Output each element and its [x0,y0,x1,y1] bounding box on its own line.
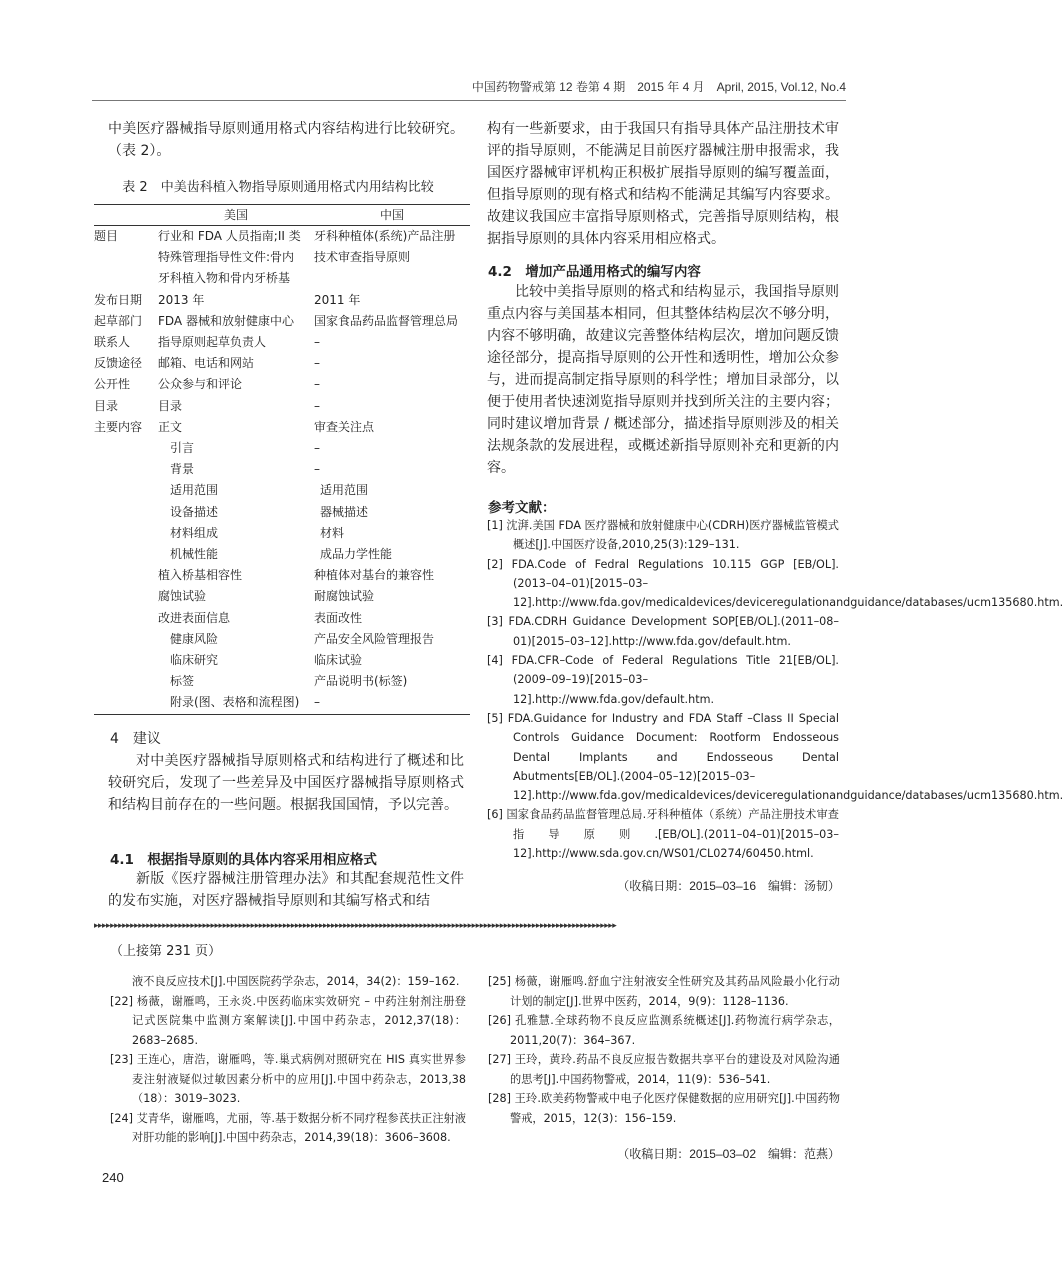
table-cell: FDA 器械和放射健康中心 [158,313,294,328]
page-number: 240 [102,1170,124,1185]
continued-note: （上接第 231 页） [110,944,222,959]
table-cell: 2011 年 [314,292,361,307]
table-cell [94,544,158,565]
table-cell: 临床试验 [314,653,363,668]
table-cell: 背景 [170,462,195,477]
table-cell [94,268,158,289]
table-cell: – [314,377,320,392]
running-header: 中国药物警戒第 12 卷第 4 期 2015 年 4 月 April, 2015, Vol.12, No.4 [471,80,846,94]
table-cell [94,565,158,586]
table-cell: 种植体对基台的兼容性 [314,568,435,583]
table-row [94,544,470,565]
table-row [94,226,470,248]
table-cell: 技术审查指导原则 [314,250,411,265]
table-cell: – [314,441,320,456]
table-row [94,311,470,332]
table-cell: 公众参与和评论 [158,377,243,392]
table-row [94,586,470,607]
table-cell: 材料 [320,525,345,540]
table-row [94,523,470,544]
table-cell: 适用范围 [320,483,369,498]
table-cell: 设备描述 [170,504,219,519]
reference-item: [23] 王连心，唐浩，谢雁鸣，等.巢式病例对照研究在 HIS 真实世界参麦注射液疑似过敏因素分析中的应用[J].中国中药杂志，2013,38（18）：3019–3023. [110,1053,466,1105]
table-row [94,438,470,459]
table-cell: 引言 [170,441,195,456]
intro-paragraph: 中美医疗器械指导原则通用格式内容结构进行比较研究。（表 2）。 [108,121,464,159]
reference-item: [22] 杨薇，谢雁鸣，王永炎.中医药临床实效研究 – 中药注射剂注册登记式医院集中监测方案解读[J].中国中药杂志，2012,37(18)：2683–2685. [110,994,466,1047]
table-cell: 特殊管理指导性文件:骨内 [158,250,295,265]
table-row [94,608,470,629]
table-row [94,671,470,692]
table-title: 表 2 中美齿科植入物指导原则通用格式内用结构比较 [122,180,434,195]
references-title: 参考文献： [488,500,556,516]
table-cell: 机械性能 [170,547,219,562]
table-cell: 指导原则起草负责人 [158,335,267,350]
reference-item: [25] 杨薇，谢雁鸣.舒血宁注射液安全性研究及其药品风险最小化行动计划的制定[J].世界中医药，2014，9(9)：1128–1136. [488,975,840,1008]
section-4-title: 4 建议 [110,731,161,747]
table-cell [94,692,158,714]
table-row [94,332,470,353]
table-cell: 目录 [94,398,119,413]
table-cell: – [314,398,320,413]
table-row [94,268,470,289]
table-cell: 牙科种植体(系统)产品注册 [314,229,456,243]
table-cell: 健康风险 [170,631,219,646]
table-cell: 反馈途径 [94,356,143,371]
reference-item: [26] 孔雅慧.全球药物不良反应监测系统概述[J].药物流行病学杂志，2011,20(7)：364–367. [488,1014,840,1047]
bottom-left-references [110,972,466,1148]
table-row [94,650,470,671]
table-row [94,692,470,714]
table-cell: 产品安全风险管理报告 [314,631,435,646]
table-cell: 公开性 [94,377,131,392]
reference-item: 液不良反应技术[J].中国医院药学杂志，2014，34(2)：159–162. [132,975,460,988]
table-cell: 行业和 FDA 人员指南;II 类 [158,229,301,243]
section-separator: ▸▸▸▸▸▸▸▸▸▸▸▸▸▸▸▸▸▸▸▸▸▸▸▸▸▸▸▸▸▸▸▸▸▸▸▸▸▸▸▸▸▸▸▸▸▸▸▸▸▸▸▸▸▸▸▸▸▸▸▸▸▸▸▸▸▸▸▸▸▸▸▸▸▸▸▸▸▸▸▸▸▸▸▸▸▸▸▸▸▸▸▸▸▸▸▸▸▸▸▸▸▸▸▸▸▸▸▸▸▸▸▸▸▸▸▸▸▸▸▸▸▸▸▸▸▸▸▸▸▸ [94,921,617,931]
table-row [94,459,470,480]
table-cell: 产品说明书(标签) [314,674,408,689]
table-cell: 腐蚀试验 [158,589,207,604]
table-cell: 目录 [158,398,183,413]
table-cell [94,459,158,480]
table-cell: 耐腐蚀试验 [314,589,375,604]
table-row [94,247,470,268]
table-cell: 主要内容 [94,419,143,434]
table-cell: – [314,356,320,371]
table-cell [94,629,158,650]
table-cell [94,438,158,459]
section-4-1-text: 新版《医疗器械注册管理办法》和其配套规范性文件的发布实施，对医疗器械指导原则和其编写格式和结 [108,871,464,909]
table-cell: 表面改性 [314,610,363,625]
table-cell: 附录(图、表格和流程图) [158,692,314,714]
table-cell: 起草部门 [94,313,143,328]
reference-item: [4] FDA.CFR–Code of Federal Regulations Title 21[EB/OL].(2009–09–19)[2015–03–12].http://www.fda.gov/default.htm. [487,654,839,706]
table-cell: 国家食品药品监督管理总局 [314,313,459,328]
reference-item: [5] FDA.Guidance for Industry and FDA Staff –Class II Special Controls Guidance Document: Rootform Endosseous Dental Implants and Endosseous Dental Abutments[EB/OL].(2004–05–12)[2015–03–12].http://www.fda.gov/medicaldevices/deviceregulationandguidance/databases/ucm135680.htm. [487,711,1063,803]
table-cell: 临床研究 [170,653,219,668]
table-cell: 审查关注点 [314,419,375,434]
table-header-row [94,205,470,226]
table-cell: 植入桥基相容性 [158,568,243,583]
table-row [94,374,470,395]
table-cell: 正文 [158,419,183,434]
table-cell [94,586,158,607]
table-cell: 牙科植入物和骨内牙桥基 [158,271,291,286]
table-cell [94,650,158,671]
reference-item: [28] 王玲.欧美药物警戒中电子化医疗保健数据的应用研究[J].中国药物警戒，2015，12(3)：156–159. [488,1092,840,1125]
table-cell [94,480,158,501]
table-row [94,565,470,586]
header-rule [92,100,846,101]
table-header-cell: 中国 [314,205,470,226]
table-row [94,353,470,374]
table-cell: 器械描述 [320,504,369,519]
reference-item: [27] 王玲，黄玲.药品不良反应报告数据共享平台的建设及对风险沟通的思考[J].中国药物警戒，2014，11(9)：536–541. [488,1053,840,1086]
table-body [94,226,470,715]
section-4-text: 对中美医疗器械指导原则格式和结构进行了概述和比较研究后，发现了一些差异及中国医疗器械指导原则格式和结构目前存在的一些问题。根据我国国情，予以完善。 [108,753,464,813]
table-cell [94,671,158,692]
reference-item: [2] FDA.Code of Fedral Regulations 10.115 GGP [EB/OL].(2013–04–01)[2015–03–12].http://www.fda.gov/medicaldevices/deviceregulationandguidance/databases/ucm135680.htm. [487,557,1063,610]
right-paragraph-1: 构有一些新要求，由于我国只有指导具体产品注册技术审评的指导原则，不能满足目前医疗器械注册申报需求，我国医疗器械审评机构正积极扩展指导原则的编写覆盖面，但指导原则的现有格式和结构不能满足其编写内容要求。故建议我国应丰富指导原则格式，完善指导原则结构，根据指导原则的具体内容采用相应格式。 [487,121,839,247]
comparison-table [94,204,470,715]
section-4-1-title: 4.1 根据指导原则的具体内容采用相应格式 [110,852,377,868]
table-header-cell [94,205,158,226]
section-4-2-text: 比较中美指导原则的格式和结构显示，我国指导原则重点内容与美国基本相同，但其整体结构层次不够分明，内容不够明确，故建议完善整体结构层次，增加问题反馈途径部分，提高指导原则的公开性和透明性，增加公众参与，进而提高制定指导原则的科学性；增加目录部分，以便于使用者快速浏览指导原则并找到所关注的主要内容；同时建议增加背景 / 概述部分，描述指导原则涉及的相关法规条款的发展进程，或概述新指导原则补充和更新的内容。 [487,284,839,476]
table-cell: 题目 [94,229,119,243]
table-row [94,480,470,501]
table-cell: 联系人 [94,335,131,350]
reference-item: [1] 沈湃.美国 FDA 医疗器械和放射健康中心(CDRH)医疗器械监管模式概述[J].中国医疗设备,2010,25(3):129–131. [487,519,839,552]
table-cell: – [314,462,320,477]
table-row [94,290,470,311]
table-cell [94,608,158,629]
section-4-2-title: 4.2 增加产品通用格式的编写内容 [488,264,701,280]
table-cell [94,247,158,268]
received-date: （收稿日期：2015–03–16 编辑：汤韧） [617,879,840,893]
reference-item: [3] FDA.CDRH Guidance Development SOP[EB/OL].(2011–08–01)[2015–03–12].http://www.fda.gov/default.htm. [487,615,839,648]
table-row [94,629,470,650]
table-cell [94,502,158,523]
reference-item: [24] 艾青华，谢雁鸣，尤丽，等.基于数据分析不同疗程参芪扶正注射液对肝功能的影响[J].中国中药杂志，2014,39(18)：3606–3608. [110,1111,466,1144]
table-cell: 适用范围 [170,483,219,498]
table-cell: – [314,692,470,714]
table-cell: 成品力学性能 [320,547,393,562]
bottom-received-date: （收稿日期：2015–03–02 编辑：范燕） [617,1147,840,1161]
reference-item: [6] 国家食品药品监督管理总局.牙科种植体（系统）产品注册技术审查指导原则.[EB/OL].(2011–04–01)[2015–03–12].http://www.sda.gov.cn/WS01/CL0274/60450.html. [487,808,839,861]
table-cell: 标签 [170,674,195,689]
table-row [94,502,470,523]
table-row [94,396,470,417]
bottom-right-references [488,972,840,1128]
table-cell: 改进表面信息 [158,610,231,625]
table-cell [94,523,158,544]
table-cell [314,268,470,289]
table-cell: 材料组成 [170,525,219,540]
table-cell: 2013 年 [158,292,205,307]
table-cell: 邮箱、电话和网站 [158,356,255,371]
references-list [487,516,1063,863]
table-header-cell: 美国 [158,205,314,226]
table-cell: – [314,335,320,350]
table-row [94,417,470,438]
table-cell: 发布日期 [94,292,143,307]
